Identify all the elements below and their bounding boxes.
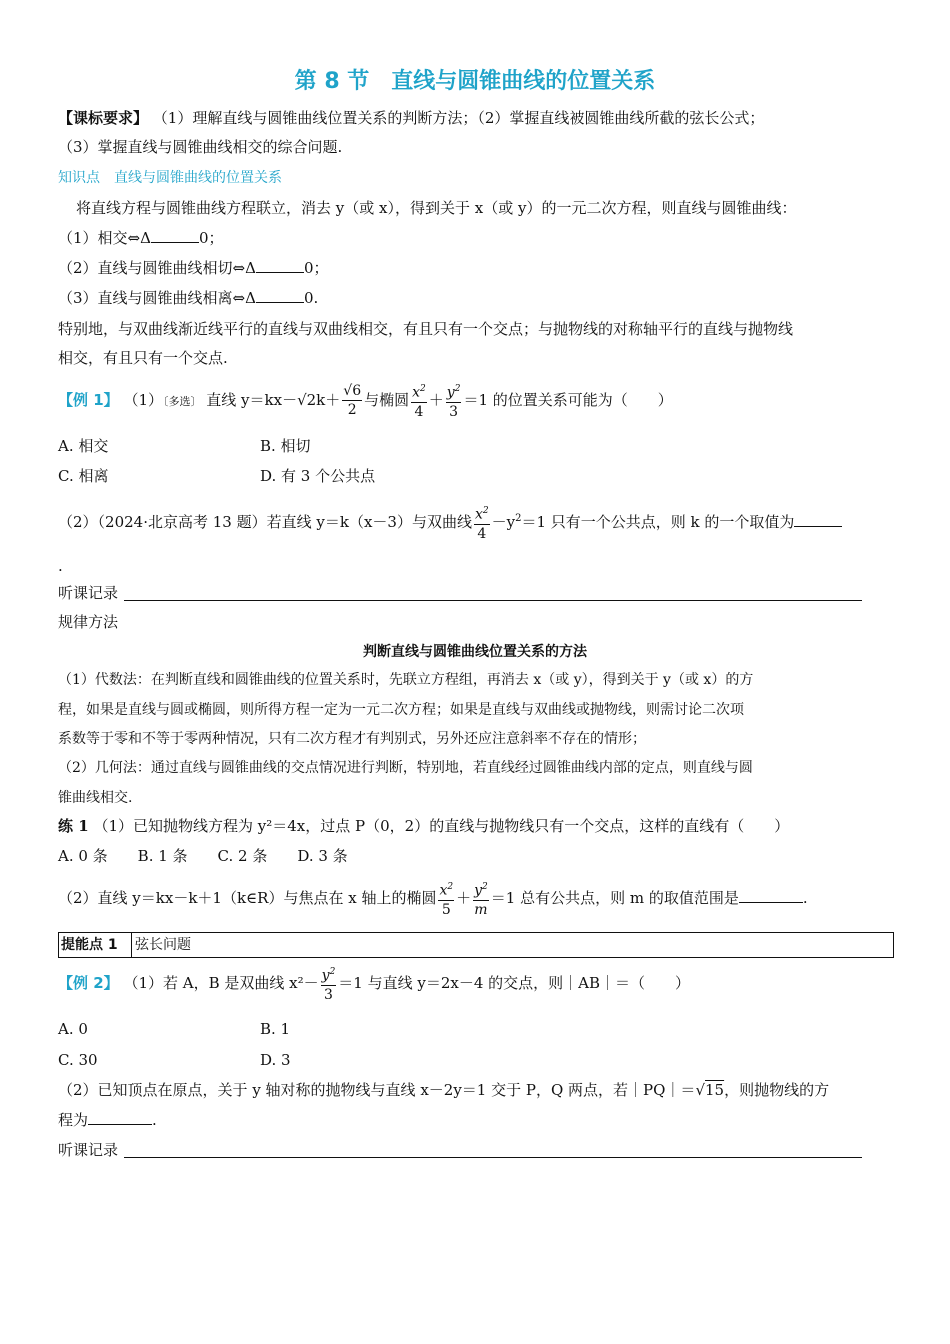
- example1-q2-text-a: （2）（2024·北京高考 13 题）若直线 y＝k（x－3）与双曲线: [58, 513, 472, 531]
- answer-blank[interactable]: [256, 258, 304, 273]
- fraction-denominator: 2: [347, 402, 357, 418]
- fraction-y2-over-3: $\frac{y^2}{3}$: [321, 964, 337, 1004]
- example2-question2: [58, 1080, 829, 1100]
- example1-q1-text-c: 与椭圆: [364, 391, 410, 409]
- example1-question1: 【例 1】 （1）〔多选〕 直线 y＝kx－√2k＋ $\frac{√6}{2}$ 与椭圆 $\frac{x^2}{4}$ ＋ $\frac{y^2}{3}$ ＝1 的位置关系可能为（ ）: [58, 383, 673, 420]
- example2-option-c[interactable]: C. 30: [58, 1051, 98, 1069]
- fraction-x2-over-4: $\frac{x^2}{4}$: [474, 503, 490, 543]
- example2-q2-text-c: 程为: [58, 1111, 89, 1129]
- fraction-denominator: 3: [449, 403, 459, 420]
- example2-label: 【例 2】: [58, 974, 119, 992]
- example1-q2-end: .: [58, 557, 63, 575]
- fraction-y2-over-m: $\frac{y^2}{m}$: [473, 879, 489, 919]
- condition-tangent-end: 0；: [303, 259, 329, 277]
- notes-label: 听课记录: [58, 584, 119, 602]
- practice1-q2-text-b: ＝1 总有公共点，则 m 的取值范围是: [490, 889, 739, 907]
- condition-intersect: [58, 228, 224, 248]
- answer-blank[interactable]: [794, 512, 842, 527]
- knowledge-heading: 知识点 直线与圆锥曲线的位置关系: [58, 170, 282, 186]
- fraction-numerator: x: [412, 384, 421, 401]
- sqrt-icon: √: [297, 391, 307, 409]
- condition-separate-end: 0.: [303, 289, 319, 307]
- example2-q2-text-b: ，则抛物线的方: [724, 1081, 830, 1099]
- example1-q1-text-a: 直线 y＝kx－: [206, 391, 298, 409]
- example1-question2: （2）（2024·北京高考 13 题）若直线 y＝k（x－3）与双曲线 $\frac{x^2}{4}$ $-y^2=1$ 只有一个公共点，则 k 的一个取值为: [58, 497, 842, 544]
- example2-q2-text-a: （2）已知顶点在原点，关于 y 轴对称的抛物线与直线 x－2y＝1 交于 P，Q 两点，若｜PQ｜＝: [58, 1081, 696, 1099]
- condition-separate-text: （3）直线与圆锥曲线相离⇔Δ: [58, 289, 256, 307]
- condition-intersect-end: 0；: [198, 229, 224, 247]
- example1-q2-text-b: －y: [491, 513, 516, 531]
- example1-q2-text-c: ＝1 只有一个公共点，则 k 的一个取值为: [521, 513, 795, 531]
- requirements-line-2: （3）掌握直线与圆锥曲线相交的综合问题.: [58, 138, 343, 156]
- fraction-x2-over-4: $\frac{x^2}{4}$: [411, 381, 427, 421]
- fraction-denominator: 5: [441, 901, 451, 918]
- notes-label: 听课记录: [58, 1141, 119, 1159]
- example2-option-d[interactable]: D. 3: [260, 1051, 291, 1069]
- example1-option-b[interactable]: B. 相切: [260, 437, 311, 455]
- answer-blank[interactable]: [151, 228, 199, 243]
- example1-q1-text-b: 2k＋: [306, 391, 341, 409]
- fraction-numerator: 6: [352, 383, 362, 399]
- fraction-x2-over-5: $\frac{x^2}{5}$: [438, 879, 454, 919]
- fraction-numerator: y: [321, 967, 330, 984]
- method-line-5: 锥曲线相交.: [58, 790, 133, 806]
- fraction-numerator: y: [446, 384, 455, 401]
- example2-option-b[interactable]: B. 1: [260, 1020, 291, 1038]
- condition-intersect-text: （1）相交⇔Δ: [58, 229, 151, 247]
- notes-line[interactable]: [124, 600, 862, 601]
- practice1-q1-text: （1）已知抛物线方程为 y²＝4x，过点 P（0，2）的直线与抛物线只有一个交点，这样的直线有（ ）: [93, 817, 790, 835]
- answer-blank[interactable]: [739, 888, 803, 903]
- answer-blank[interactable]: [88, 1110, 152, 1125]
- fraction-sqrt6-over-2: [342, 383, 362, 419]
- fraction-numerator: y: [474, 882, 483, 899]
- method-line-2: 程，如果是直线与圆或椭圆，则所得方程一定为一元二次方程；如果是直线与双曲线或抛物线，则需讨论二次项: [58, 702, 744, 718]
- fraction-denominator: 3: [324, 986, 333, 1003]
- method-line-1: （1）代数法：在判断直线和圆锥曲线的位置关系时，先联立方程组，再消去 x（或 y），得到关于 y（或 x）的方: [58, 672, 754, 688]
- fraction-y2-over-3: $\frac{y^2}{3}$: [446, 381, 462, 421]
- sqrt-icon: √: [695, 1081, 705, 1099]
- special-note-2: 相交，有且只有一个交点.: [58, 349, 228, 367]
- practice1-options[interactable]: A. 0 条 B. 1 条 C. 2 条 D. 3 条: [58, 847, 348, 865]
- practice1-question1: [58, 816, 789, 836]
- topic-box: [58, 932, 894, 958]
- answer-blank[interactable]: [256, 288, 304, 303]
- requirements-line-1: [58, 108, 764, 128]
- example2-question1: [58, 961, 690, 1005]
- sqrt-icon: √: [343, 383, 353, 399]
- example1-option-a[interactable]: A. 相交: [58, 437, 109, 455]
- practice1-question2: （2）直线 y＝kx－k＋1（k∈R）与焦点在 x 轴上的椭圆 $\frac{x^2}{5}$ ＋ $\frac{y^2}{m}$ ＝1 总有公共点，则 m 的取值范围是 .: [58, 876, 808, 920]
- example2-option-a[interactable]: A. 0: [58, 1020, 88, 1038]
- fraction-denominator: 4: [477, 525, 487, 542]
- multi-select-tag: 〔多选〕: [163, 395, 202, 408]
- practice1-label: 练 1: [58, 817, 89, 835]
- fraction-denominator: 4: [414, 403, 424, 420]
- requirements-text-1: （1）理解直线与圆锥曲线位置关系的判断方法；（2）掌握直线被圆锥曲线所截的弦长公式；: [152, 109, 765, 127]
- example2-q2-sqrt-value: 15: [705, 1081, 725, 1099]
- practice1-q2-text-a: （2）直线 y＝kx－k＋1（k∈R）与焦点在 x 轴上的椭圆: [58, 889, 437, 907]
- example2-q2-end: .: [152, 1111, 157, 1129]
- fraction-denominator: m: [474, 901, 488, 918]
- condition-tangent-text: （2）直线与圆锥曲线相切⇔Δ: [58, 259, 256, 277]
- fraction-numerator: x: [474, 506, 483, 523]
- example1-q1-prefix: （1）: [123, 391, 163, 409]
- example1-option-c[interactable]: C. 相离: [58, 467, 109, 485]
- practice1-q2-end: .: [802, 889, 808, 907]
- topic-name: 弦长问题: [135, 937, 191, 953]
- page-title: 第 8 节 直线与圆锥曲线的位置关系: [294, 69, 656, 94]
- example2-q2-line2: [58, 1110, 157, 1130]
- condition-separate: [58, 288, 318, 308]
- method-line-3: 系数等于零和不等于零两种情况，只有二次方程才有判别式，另外还应注意斜率不存在的情形；: [58, 731, 646, 747]
- condition-tangent: [58, 258, 329, 278]
- method-line-4: （2）几何法：通过直线与圆锥曲线的交点情况进行判断，特别地，若直线经过圆锥曲线内部的定点，则直线与圆: [58, 760, 753, 776]
- method-heading: 判断直线与圆锥曲线位置关系的方法: [363, 644, 587, 660]
- special-note-1: 特别地，与双曲线渐近线平行的直线与双曲线相交，有且只有一个交点；与抛物线的对称轴平行的直线与抛物线: [58, 320, 794, 338]
- notes-line[interactable]: [124, 1157, 862, 1158]
- example2-q1-text-a: （1）若 A，B 是双曲线 x²－: [123, 974, 319, 992]
- requirements-label: 【课标要求】: [58, 109, 149, 127]
- method-label: 规律方法: [58, 613, 119, 631]
- example1-option-d[interactable]: D. 有 3 个公共点: [260, 467, 376, 485]
- fraction-numerator: x: [439, 882, 448, 899]
- example1-label: 【例 1】: [58, 391, 119, 409]
- topic-label: 提能点 1: [59, 933, 132, 957]
- example1-q1-text-d: ＝1 的位置关系可能为（ ）: [463, 391, 673, 409]
- example2-q1-text-b: ＝1 与直线 y＝2x－4 的交点，则｜AB｜＝（ ）: [338, 974, 691, 992]
- knowledge-intro: 将直线方程与圆锥曲线方程联立，消去 y（或 x），得到关于 x（或 y）的一元二次方程，则直线与圆锥曲线：: [76, 199, 797, 217]
